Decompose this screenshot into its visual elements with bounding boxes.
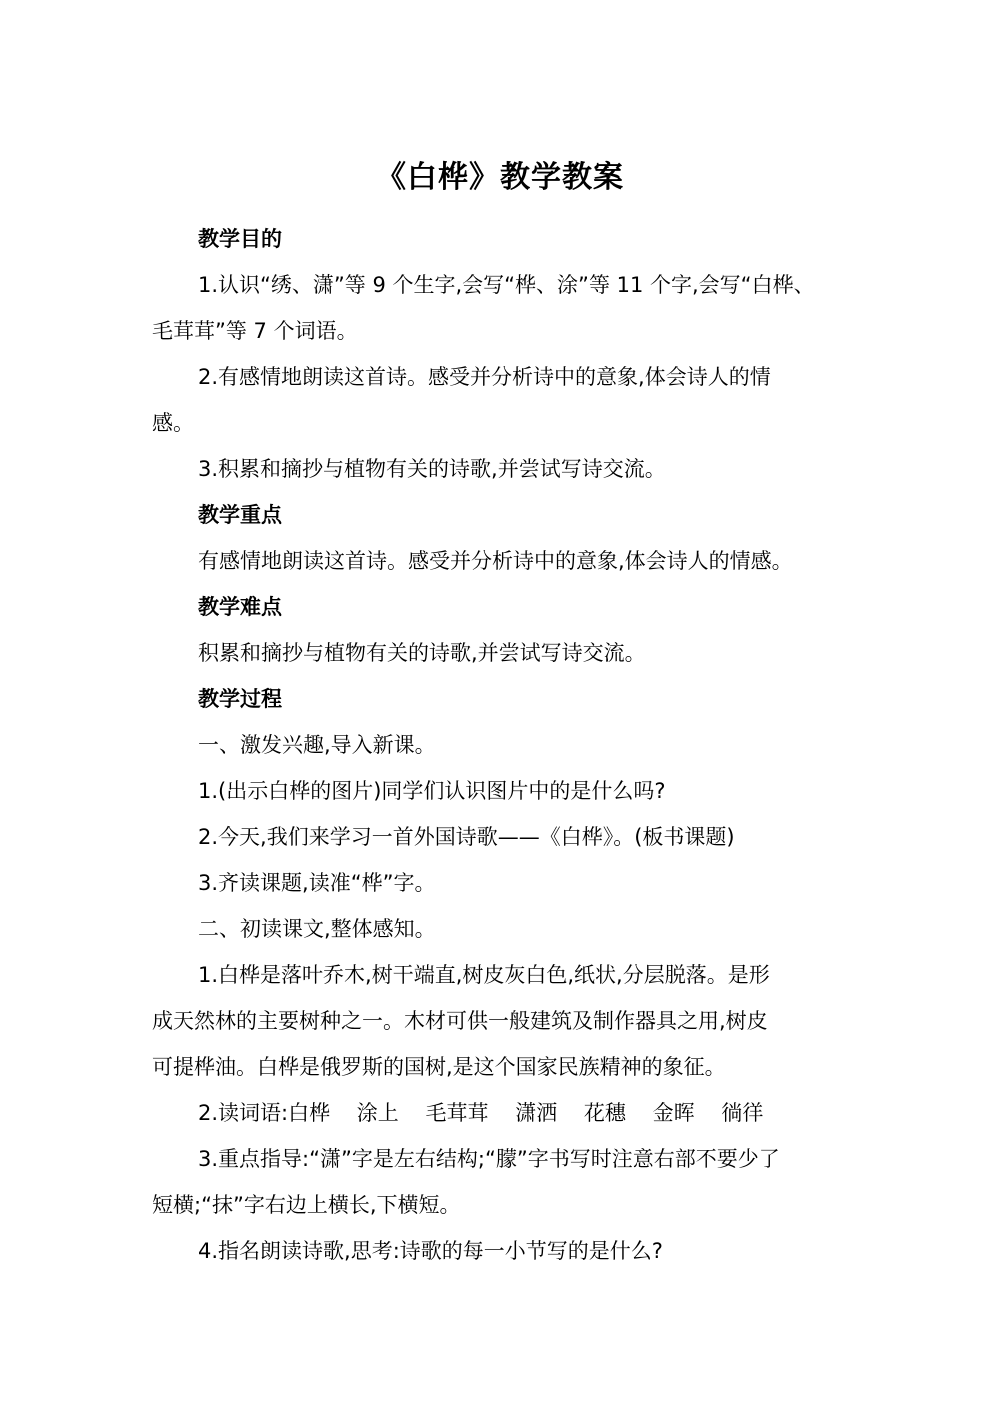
process-item-1-3: 3.齐读课题,读准“桦”字。: [198, 871, 436, 895]
process-part-1: 一、激发兴趣,导入新课。: [198, 733, 436, 757]
purpose-item-2: 2.有感情地朗读这首诗。感受并分析诗中的意象,体会诗人的情 感。: [152, 365, 771, 435]
heading-teaching-process: 教学过程: [198, 687, 282, 711]
process-item-1-2: 2.今天,我们来学习一首外国诗歌——《白桦》。(板书课题): [198, 825, 735, 849]
heading-teaching-focus: 教学重点: [198, 503, 282, 527]
process-item-2-3: 3.重点指导:“潇”字是左右结构;“朦”字书写时注意右部不要少了 短横;“抹”字右边上横长,下横短。: [152, 1147, 780, 1217]
process-item-2-4: 4.指名朗读诗歌,思考:诗歌的每一小节写的是什么?: [198, 1239, 663, 1263]
process-part-2: 二、初读课文,整体感知。: [198, 917, 436, 941]
process-item-2-1: 1.白桦是落叶乔木,树干端直,树皮灰白色,纸状,分层脱落。是形 成天然林的主要树种之一。木材可供一般建筑及制作器具之用,树皮 可提桦油。白桦是俄罗斯的国树,是这个国家民族精神的象征。: [152, 963, 770, 1079]
heading-teaching-purpose: 教学目的: [198, 227, 282, 251]
focus-text: 有感情地朗读这首诗。感受并分析诗中的意象,体会诗人的情感。: [198, 549, 793, 573]
purpose-item-3: 3.积累和摘抄与植物有关的诗歌,并尝试写诗交流。: [198, 457, 666, 481]
process-item-2-2: 2.读词语:白桦 涂上 毛茸茸 潇洒 花穗 金晖 徜徉: [198, 1101, 764, 1125]
difficulty-text: 积累和摘抄与植物有关的诗歌,并尝试写诗交流。: [198, 641, 646, 665]
document-title: 《白桦》教学教案: [376, 160, 624, 195]
heading-teaching-difficulty: 教学难点: [198, 595, 282, 619]
purpose-item-1: 1.认识“绣、潇”等 9 个生字,会写“桦、涂”等 11 个字,会写“白桦、 毛茸茸”等 7 个词语。: [152, 273, 815, 343]
process-item-1-1: 1.(出示白桦的图片)同学们认识图片中的是什么吗?: [198, 779, 666, 803]
